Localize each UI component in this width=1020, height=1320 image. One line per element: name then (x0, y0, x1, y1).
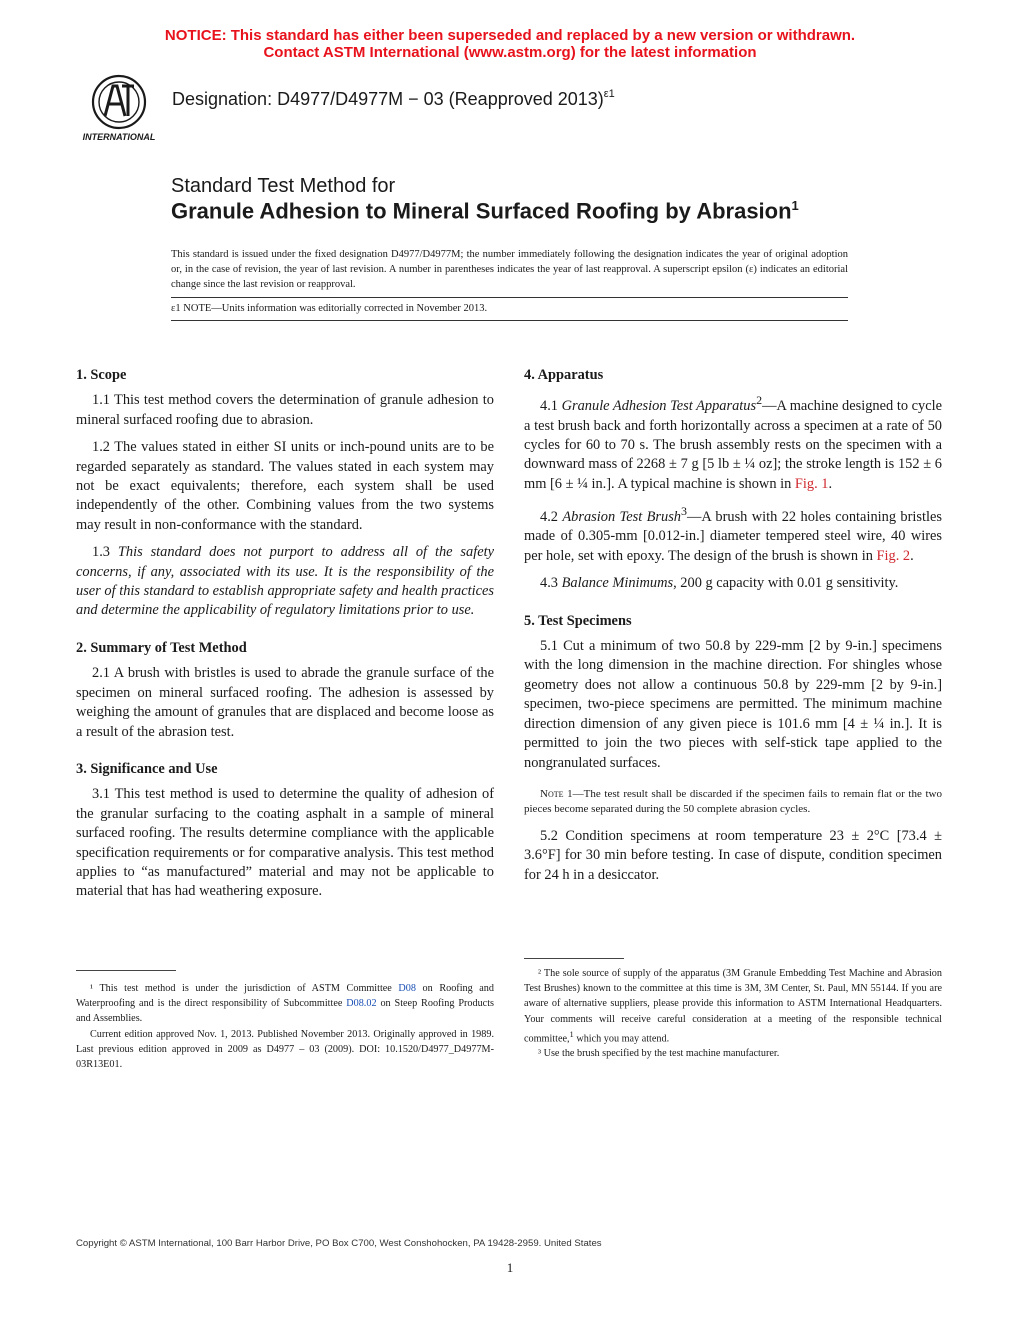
divider-bottom (171, 320, 848, 321)
fig-2-link[interactable]: Fig. 2 (876, 547, 911, 564)
title-line-2 (171, 198, 799, 224)
title-line-1: Standard Test Method for (171, 175, 396, 197)
para-text: —A machine designed to cycle a test brush back and forth horizontally across a specimen at a rate of 50 cycles for 60 to 70 s. The brush assembly rests on the specimen with a downward mass of 2268 ± 7 g [5 lb ± ¼ oz]; the stroke length is 152 ± 6 mm [6 ± ¼ in.]. A typical machine is shown in (524, 398, 942, 492)
section-specimens (524, 612, 942, 885)
section-heading: 1. Scope (76, 367, 127, 383)
fn-text: on Steep Roofing Products and Assemblies. (76, 998, 495, 1025)
right-column (524, 366, 942, 903)
term: Abrasion Test Brush (562, 509, 681, 526)
title-main: Granule Adhesion to Mineral Surfaced Roofing by Abrasion (171, 198, 792, 224)
section-significance (76, 760, 494, 902)
footnote-ref: 2 (756, 393, 763, 408)
para-num: 4.1 (540, 398, 562, 415)
footnote-3: ³ Use the brush specified by the test machine manufacturer. (538, 1048, 780, 1060)
safety-statement: This standard does not purport to address all of the safety concerns, if any, associated with its use. It is the responsibility of the user of this standard to establish appropriate safety and health practices and determine the applicability of regulatory limitations prior to use. (76, 544, 494, 619)
copyright: Copyright © ASTM International, 100 Barr Harbor Drive, PO Box C700, West Conshohocken, PA 19428-2959. United States (76, 1238, 602, 1249)
footnote-2 (524, 966, 942, 1046)
divider-top (171, 297, 848, 298)
para-text: —A brush with 22 holes containing bristles made of 0.305-mm [0.012-in.] diameter tempered steel wire, 40 wires per hole, set with epoxy. The design of the brush is shown in (524, 509, 942, 564)
footnote-1 (76, 981, 494, 1027)
section-summary (76, 639, 494, 742)
notice-banner (0, 27, 1020, 61)
paragraph-1-3 (76, 543, 494, 621)
fn-text: which you may attend. (573, 1033, 670, 1045)
para-text: , 200 g capacity with 0.01 g sensitivity. (673, 575, 899, 592)
logo-text: INTERNATIONAL (82, 132, 156, 142)
para-num: 4.2 (540, 509, 563, 526)
designation-sup: ε1 (603, 88, 615, 100)
section-scope (76, 366, 494, 621)
footnote-ref: 3 (681, 504, 687, 519)
paragraph-5-1: 5.1 Cut a minimum of two 50.8 by 229-mm [2 by 9-in.] specimens with the long dimension in the machine direction. For shingles whose geometry does not allow a continuous 50.8 by 229-mm [2 by 9-in.] specimen, two-piece specimens are permitted. The minimum machine direction dimension of any given piece is 101.6 mm [4 ± ¼ in.]. It is permitted to join the two pieces with self-stick tape applied to the nongranulated surfaces. (524, 638, 942, 771)
page-number: 1 (506, 1260, 514, 1275)
section-heading: 5. Test Specimens (524, 612, 632, 629)
paragraph-4-1 (524, 391, 942, 494)
footnote-rule-right (524, 958, 624, 959)
committee-d08-link[interactable]: D08 (398, 983, 416, 994)
fn-text: on Roofing and Waterproofing and is the direct responsibility of Subcommittee (76, 983, 494, 1010)
section-apparatus (524, 366, 942, 594)
paragraph-2-1: 2.1 A brush with bristles is used to abrade the granule surface of the specimen on mineral surfaced roofing. The adhesion is assessed by weighing the amount of granules that are displaced and become loose as a result of the abrasion test. (76, 665, 494, 740)
astm-logo (76, 72, 162, 144)
note-1 (524, 787, 942, 817)
footnote-1-edition: Current edition approved Nov. 1, 2013. Published November 2013. Originally approved in 1989. Last previous edition approved in 2009 as D4977 – 03 (2009). DOI: 10.1520/D4977_D4977M-03R13E01. (76, 1028, 494, 1071)
term: Granule Adhesion Test Apparatus (561, 398, 757, 415)
paragraph-4-2 (524, 502, 942, 566)
note-text: —The test result shall be discarded if the specimen fails to remain flat or the two pieces become separated during the 50 complete abrasion cycles. (524, 787, 942, 815)
fn-text: ² The sole source of supply of the apparatus (3M Granule Embedding Test Machine and Abrasion Test Brushes) known to the committee at this time is 3M, 3M Center, St. Paul, MN 55144. If you are aware of alternative suppliers, please provide this information to ASTM International Headquarters. Your comments will receive careful consideration at a meeting of the responsible technical committee, (524, 968, 942, 1045)
left-column (76, 366, 494, 920)
para-end: . (828, 475, 833, 492)
para-num: 4.3 (540, 575, 562, 592)
designation-text: Designation: D4977/D4977M − 03 (Reapproved 2013) (172, 89, 604, 109)
paragraph-1-2: 1.2 The values stated in either SI units or inch-pound units are to be regarded separately as standard. The values stated in each system may not be exact equivalents; therefore, each system shall be used independently of the other. Combining values from the two systems may result in non-conformance with the standard. (76, 439, 494, 533)
para-end: . (910, 547, 914, 564)
note-label: Note 1 (540, 787, 573, 800)
preamble: This standard is issued under the fixed designation D4977/D4977M; the number immediately following the designation indicates the year of original adoption or, in the case of revision, the year of last revision. A number in parentheses indicates the year of last reapproval. A superscript epsilon (ε) indicates an editorial change since the last revision or reapproval. (171, 249, 848, 290)
paragraph-5-2: 5.2 Condition specimens at room temperature 23 ± 2°C [73.4 ± 3.6°F] for 30 min before testing. In case of dispute, condition specimen for 24 h in a desiccator. (524, 827, 942, 883)
footnotes-left (76, 981, 494, 1072)
paragraph-3-1: 3.1 This test method is used to determine the quality of adhesion of the granular surfacing to the coating asphalt in a sample of mineral surfaced roofing. The results determine compliance with the applicable specification requirements or for comparative analysis. This test method applies to “as manufactured” material and may not be applicable to material that has had weathering exposure. (76, 786, 494, 900)
notice-line-1: NOTICE: This standard has either been superseded and replaced by a new version or withdrawn. (164, 27, 856, 44)
section-heading: 2. Summary of Test Method (76, 639, 247, 656)
section-heading: 4. Apparatus (524, 367, 604, 383)
section-heading: 3. Significance and Use (76, 760, 218, 777)
footnotes-right (524, 966, 942, 1062)
fn-sup: 1 (569, 1028, 574, 1039)
subcommittee-d08-02-link[interactable]: D08.02 (346, 998, 377, 1010)
paragraph-4-3 (524, 574, 942, 593)
epsilon-note: ε1 NOTE—Units information was editorially corrected in November 2013. (171, 303, 488, 314)
footnote-rule-left (76, 970, 176, 971)
fig-1-link[interactable]: Fig. 1 (794, 475, 829, 492)
designation (172, 89, 615, 110)
title-footnote-ref: 1 (791, 198, 799, 213)
para-num: 1.3 (92, 544, 118, 561)
paragraph-1-1: 1.1 This test method covers the determination of granule adhesion to mineral surfaced roofing due to abrasion. (76, 392, 494, 428)
term: Balance Minimums (561, 575, 674, 592)
fn-text: ¹ This test method is under the jurisdiction of ASTM Committee (90, 983, 399, 994)
notice-line-2: Contact ASTM International (www.astm.org) for the latest information (263, 44, 757, 61)
